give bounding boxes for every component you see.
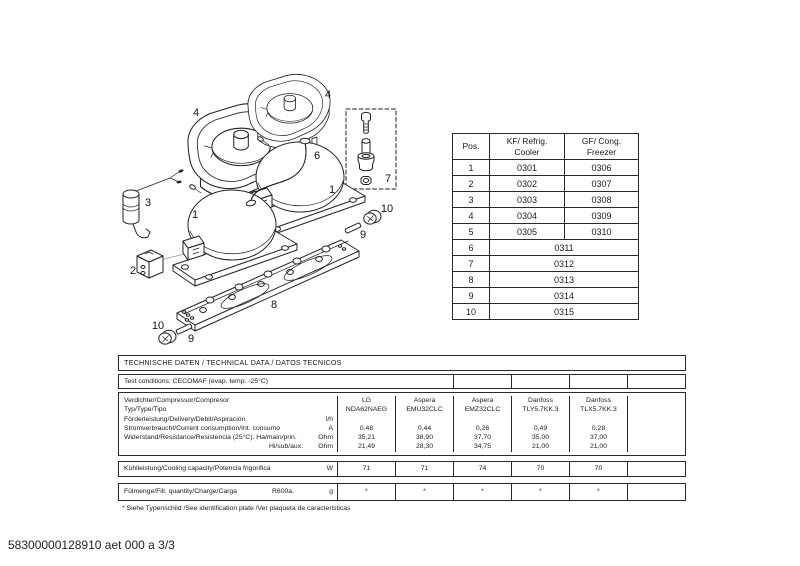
parts-table — [452, 133, 639, 320]
callout-4-left: 4 — [192, 107, 200, 119]
table-row: 3 0303 0308 — [453, 192, 639, 208]
callout-2: 2 — [129, 265, 137, 277]
table-row: 1 0301 0306 — [453, 160, 639, 176]
col-cooler: KF/ Refrig. Cooler — [490, 134, 565, 160]
table-row: 6 0311 — [453, 240, 639, 256]
grommet-right — [364, 210, 381, 224]
table-row: 4 0304 0309 — [453, 208, 639, 224]
starter-device — [123, 169, 184, 238]
empty-cell — [569, 375, 627, 388]
compressor-data-block — [118, 392, 686, 456]
empty-cell — [511, 375, 569, 388]
col-pos: Pos. — [453, 134, 490, 160]
relay-box — [137, 250, 163, 278]
compressor-column-empty — [627, 396, 685, 452]
table-row: 10 0315 — [453, 304, 639, 320]
footnote: * Siehe Typenschild /See identification plate /Ver plaqueta de caracteristicas — [122, 505, 351, 512]
bolt-icon — [362, 112, 371, 133]
callout-7: 7 — [384, 173, 392, 185]
callout-10-right: 10 — [380, 203, 394, 215]
empty-cell — [627, 375, 685, 388]
callout-8: 8 — [270, 299, 278, 311]
compressor-column: Aspera EMZ32CLC 0,26 37,70 34,75 — [453, 396, 511, 452]
parts-table-header — [453, 134, 639, 160]
mounting-pin-right — [345, 223, 361, 234]
compressor-column: Danfoss TLY5.7KK.3 0,49 35,00 21,00 — [511, 396, 569, 452]
table-row: 9 0314 — [453, 288, 639, 304]
callout-1-left: 1 — [191, 209, 199, 221]
callout-3: 3 — [144, 197, 152, 209]
table-row: 5 0305 0310 — [453, 224, 639, 240]
table-row: 7 0312 — [453, 256, 639, 272]
technical-data-section — [118, 355, 686, 501]
callout-9-left: 9 — [187, 333, 195, 345]
compressor-column: LG NDA62NAEG 0,48 35,21 21,49 — [337, 396, 395, 452]
grommet-left — [159, 330, 176, 344]
compressor-column: Aspera EMU32CLC 0,44 38,90 28,30 — [395, 396, 453, 452]
callout-9-right: 9 — [359, 229, 367, 241]
col-freezer: GF/ Cong. Freezer — [565, 134, 639, 160]
empty-cell — [453, 375, 511, 388]
table-row: 2 0302 0307 — [453, 176, 639, 192]
callout-4-right: 4 — [324, 89, 332, 101]
document-number: 58300000128910 aet 000 a 3/3 — [8, 538, 175, 552]
nut-icon — [361, 177, 371, 185]
technical-data-title: TECHNISCHE DATEN / TECHNICAL DATA / DATOS TECNICOS — [118, 355, 686, 371]
callout-1-right: 1 — [328, 184, 336, 196]
row-labels-column: Verdichter/Compressor/Compresor Typ/Type/Tipo Förderleistung/Delivery/Debit/Aspiración l/h Stromverbraucht/Current consumption/Int. consumo A Widerstand/Resistance/Resistencia (25°C). Ha/main/prin. Ohm Hi/sub/aux. Ohm — [124, 397, 333, 451]
table-row: 8 0313 — [453, 272, 639, 288]
cooling-capacity-row: Kühlleistung/Cooling capacity/Potencia frigorifica W 71 71 74 70 70 — [118, 461, 686, 477]
spacer-sleeve-icon — [362, 139, 370, 154]
test-conditions-row — [118, 374, 686, 389]
rubber-grommet-icon — [358, 153, 374, 171]
compressor-column: Danfoss TLX5.7KK.3 0,28 37,00 21,00 — [569, 396, 627, 452]
callout-10-left: 10 — [151, 320, 165, 332]
test-conditions-label: Test conditions: CECOMAF (evap. temp. -25°C) — [124, 378, 268, 385]
callout-6: 6 — [313, 150, 321, 162]
charge-row: Fülmenge/Fill. quantity/Charge/Carga R600a. g * * * * * — [118, 483, 686, 501]
